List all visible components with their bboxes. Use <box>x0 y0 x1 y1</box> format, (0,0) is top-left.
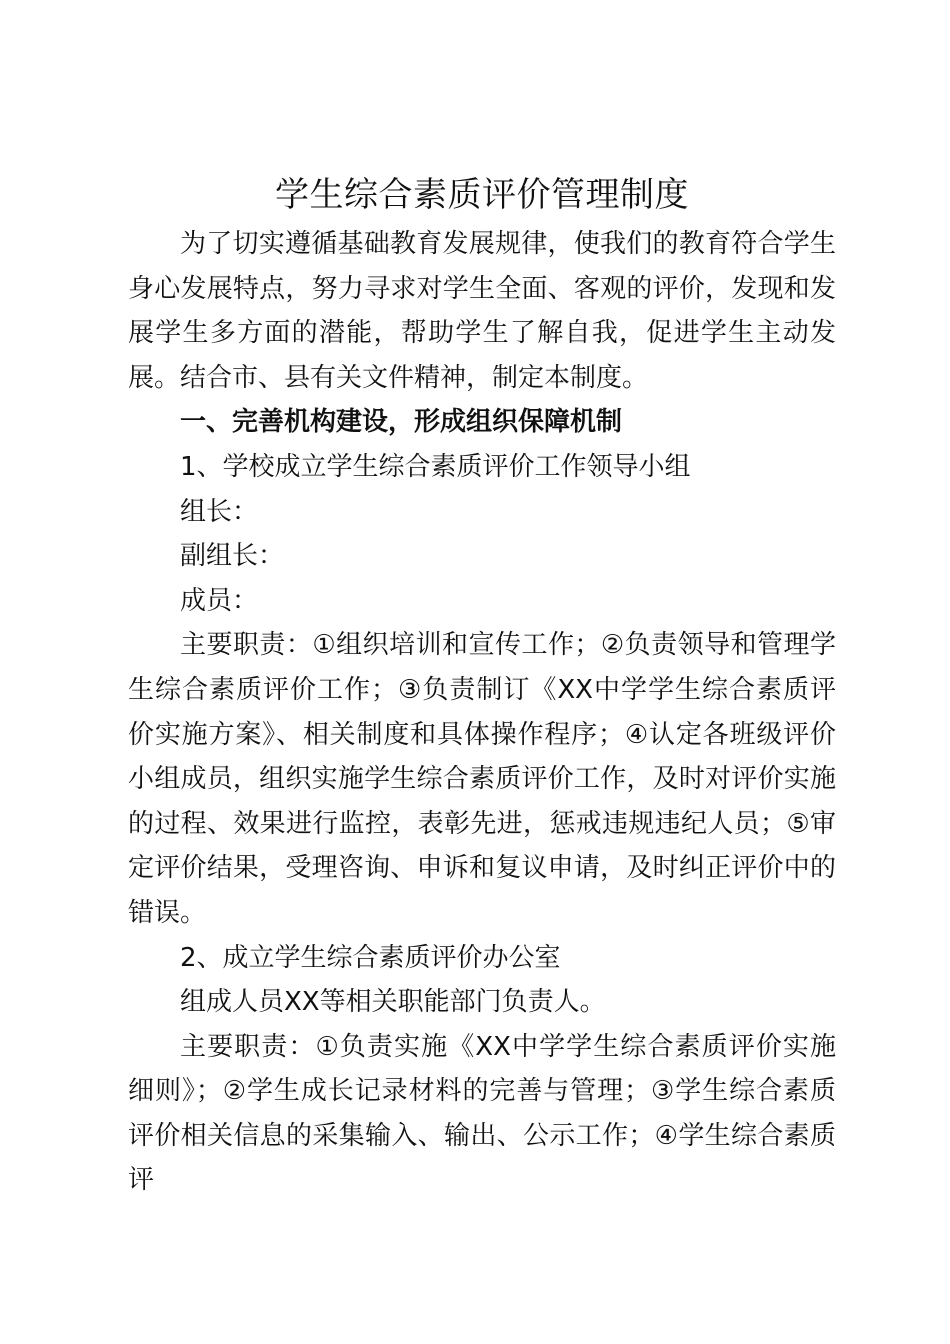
paragraph-duties-1: 主要职责：①组织培训和宣传工作；②负责领导和管理学生综合素质评价工作；③负责制订《XX中学学生综合素质评价实施方案》、相关制度和具体操作程序；④认定各班级评价小组成员，组织实施学生综合素质评价工作，及时对评价实施的过程、效果进行监控，表彰先进，惩戒违规违纪人员；⑤审定评价结果，受理咨询、申诉和复议申请，及时纠正评价中的错误。 <box>128 630 836 928</box>
paragraph-duties-2: 主要职责：①负责实施《XX中学学生综合素质评价实施细则》；②学生成长记录材料的完善与管理；③学生综合素质评价相关信息的采集输入、输出、公示工作；④学生综合素质评 <box>128 1031 836 1196</box>
members-line: 成员： <box>180 585 259 616</box>
deputy-leader-line: 副组长： <box>180 541 285 572</box>
document-title: 学生综合素质评价管理制度 <box>275 175 689 215</box>
subsection-heading-2: 2、成立学生综合素质评价办公室 <box>180 942 561 973</box>
section-heading-1: 一、完善机构建设，形成组织保障机制 <box>180 407 623 438</box>
subsection-heading-1: 1、学校成立学生综合素质评价工作领导小组 <box>180 451 691 482</box>
paragraph-office-members: 组成人员XX等相关职能部门负责人。 <box>180 987 606 1018</box>
paragraph-intro: 为了切实遵循基础教育发展规律，使我们的教育符合学生身心发展特点，努力寻求对学生全面、客观的评价，发现和发展学生多方面的潜能，帮助学生了解自我，促进学生主动发展。结合市、县有关文件精神，制定本制度。 <box>128 229 836 393</box>
leader-line: 组长： <box>180 496 259 527</box>
document-body <box>128 172 836 1203</box>
